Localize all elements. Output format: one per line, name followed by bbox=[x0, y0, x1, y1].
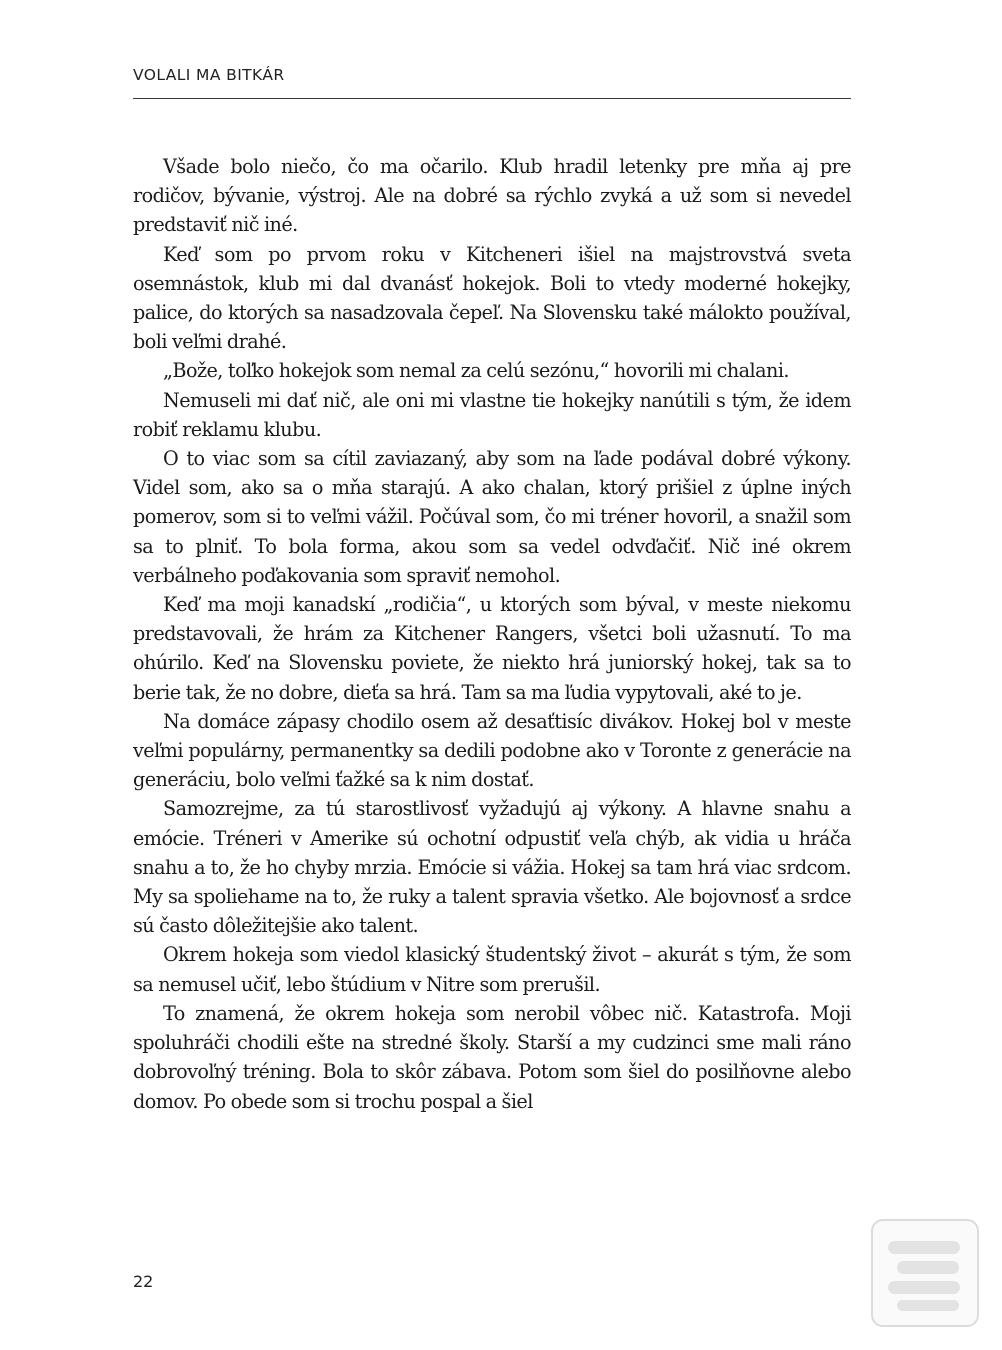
paragraph: Na domáce zápasy chodilo osem až desaťtisíc divákov. Hokej bol v meste veľmi populárny, permanentky sa dedili podobne ako v Toronte z generácie na generáciu, bolo veľmi ťažké sa k nim dostať. bbox=[133, 709, 851, 792]
running-title: VOLALI MA BITKÁR bbox=[133, 66, 285, 84]
paragraph: „Bože, toľko hokejok som nemal za celú sezónu,“ hovorili mi chalani. bbox=[163, 359, 789, 383]
paragraph: Keď ma moji kanadskí „rodičia“, u ktorých som býval, v meste niekomu predstavovali, že hrám za Kitchener Rangers, všetci boli užasnutí. To ma ohúrilo. Keď na Slovensku poviete, že niekto hrá juniorský hokej, tak sa to berie tak, že no dobre, dieťa sa hrá. Tam sa ma ľudia vypytovali, aké to je. bbox=[133, 593, 851, 704]
paragraph: O to viac som sa cítil zaviazaný, aby som na ľade podával dobré výkony. Videl som, ako sa o mňa starajú. A ako chalan, ktorý prišiel z úplne iných pomerov, som si to veľmi vážil. Počúval som, čo mi tréner hovoril, a snažil som sa to plniť. To bola forma, akou som sa vedel odvďačiť. Nič iné okrem verbálneho poďakovania som spraviť nemohol. bbox=[133, 447, 851, 587]
book-badge[interactable] bbox=[871, 1219, 979, 1327]
book-stack-icon bbox=[873, 1221, 977, 1325]
paragraph: Všade bolo niečo, čo ma očarilo. Klub hradil letenky pre mňa aj pre rodičov, bývanie, výstroj. Ale na dobré sa rýchlo zvyká a už som si nevedel predstaviť nič iné. bbox=[133, 155, 851, 237]
paragraph: Keď som po prvom roku v Kitcheneri išiel na majstrovstvá sveta osemnástok, klub mi dal dvanásť hokejok. Boli to vtedy moderné hokejky, palice, do ktorých sa nasadzovala čepeľ. Na Slovensku také málokto používal, boli veľmi drahé. bbox=[133, 242, 851, 354]
body-text bbox=[133, 152, 851, 1116]
paragraph: Okrem hokeja som viedol klasický študentský život – akurát s tým, že som sa nemusel učiť, lebo štúdium v Nitre som prerušil. bbox=[133, 943, 851, 996]
paragraph: To znamená, že okrem hokeja som nerobil vôbec nič. Katastrofa. Moji spoluhráči chodili ešte na stredné školy. Starší a my cudzinci sme mali ráno dobrovoľný tréning. Bola to skôr zábava. Potom som šiel do posilňovne alebo domov. Po obede som si trochu pospal a šiel bbox=[133, 1001, 851, 1113]
paragraph: Samozrejme, za tú starostlivosť vyžadujú aj výkony. A hlavne snahu a emócie. Tréneri v Amerike sú ochotní odpustiť veľa chýb, ak vidia u hráča snahu a to, že ho chyby mrzia. Emócie si vážia. Hokej sa tam hrá viac srdcom. My sa spoliehame na to, že ruky a talent spravia všetko. Ale bojovnosť a srdce sú často dôležitejšie ako talent. bbox=[133, 797, 851, 938]
header-rule bbox=[133, 98, 851, 99]
page-number: 22 bbox=[133, 1272, 154, 1291]
paragraph: Nemuseli mi dať nič, ale oni mi vlastne tie hokejky nanútili s tým, že idem robiť reklamu klubu. bbox=[133, 388, 851, 441]
